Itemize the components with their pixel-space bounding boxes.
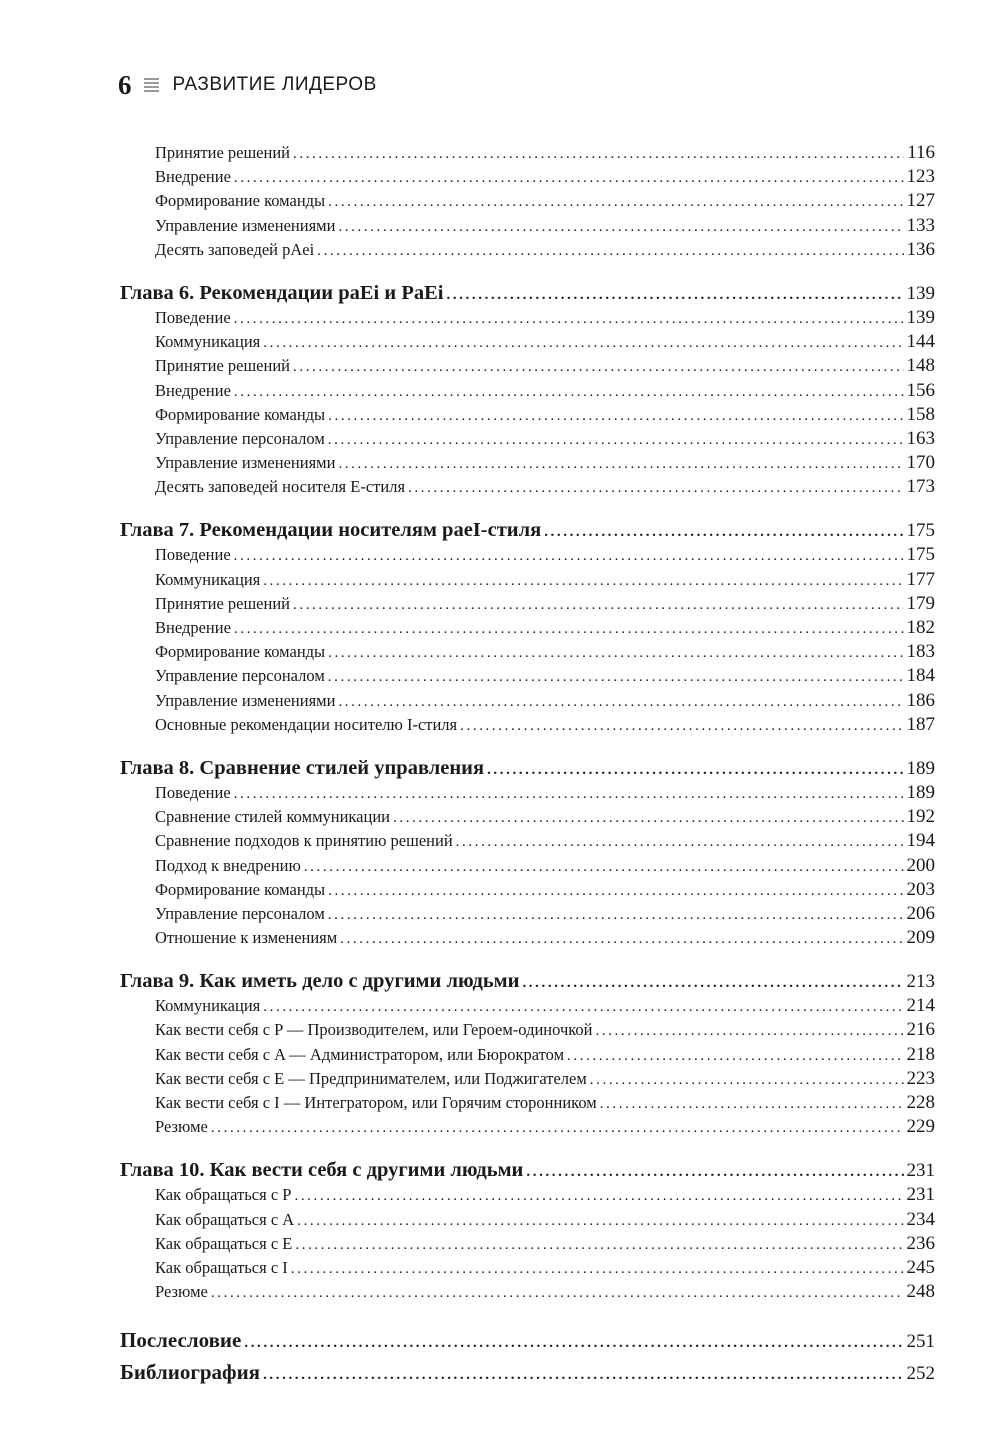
page-header xyxy=(118,70,377,100)
toc-sub-entry xyxy=(120,403,935,427)
toc-entry-title: Формирование команды xyxy=(155,642,326,662)
toc-page-number: 245 xyxy=(906,1256,935,1278)
toc-page-number: 231 xyxy=(906,1160,935,1182)
toc-sub-entry xyxy=(120,568,935,592)
toc-entry-title: Подход к внедрению xyxy=(155,855,301,875)
toc-entry-title: Отношение к изменениям xyxy=(155,928,338,948)
toc-page-number: 231 xyxy=(906,1184,935,1206)
toc-page-number: 156 xyxy=(906,379,935,401)
toc-sub-entry xyxy=(120,805,935,829)
toc-chapter-entry xyxy=(120,1157,935,1183)
toc-chapter-entry xyxy=(120,280,935,306)
toc-entry-title: Как обращаться с E xyxy=(155,1233,293,1253)
dot-leader xyxy=(338,690,903,713)
toc-page-number: 218 xyxy=(906,1043,935,1065)
toc-entry-title: Формирование команды xyxy=(155,404,326,424)
toc-entry-title: Управление изменениями xyxy=(155,690,336,710)
toc-entry-title: Глава 9. Как иметь дело с другими людьми xyxy=(120,970,520,993)
toc-sub-entry xyxy=(120,713,935,737)
toc-page-number: 194 xyxy=(906,830,935,852)
toc-entry-title: Основные рекомендации носителю I-стиля xyxy=(155,714,458,734)
dot-leader xyxy=(293,593,904,616)
dot-leader xyxy=(590,1068,904,1091)
toc-page-number: 206 xyxy=(906,902,935,924)
toc-page-number: 183 xyxy=(906,641,935,663)
toc-sub-entry xyxy=(120,926,935,950)
toc-entry-title: Как обращаться с P xyxy=(155,1185,292,1205)
toc-entry-title: Как вести себя с A — Администратором, или Бюрократом xyxy=(155,1044,565,1064)
dot-leader xyxy=(263,1359,903,1388)
toc-entry-title: Внедрение xyxy=(155,618,231,637)
toc-page-number: 184 xyxy=(906,665,935,687)
dot-leader xyxy=(338,215,903,238)
dot-leader xyxy=(328,879,903,902)
toc-page-number: 209 xyxy=(906,927,935,949)
toc-entry-title: Поведение xyxy=(155,545,231,565)
toc-page-number: 177 xyxy=(906,568,935,590)
toc-page-number: 116 xyxy=(907,142,935,163)
dot-leader xyxy=(596,1019,904,1042)
toc-sub-entry xyxy=(120,543,935,567)
toc-page-number: 200 xyxy=(906,854,935,876)
toc-sub-entry xyxy=(120,994,935,1018)
toc-page-number: 216 xyxy=(906,1019,935,1041)
dot-leader xyxy=(544,519,903,543)
toc-page-number: 228 xyxy=(906,1092,935,1113)
toc-sub-entry xyxy=(120,1091,935,1115)
toc-page-number: 234 xyxy=(906,1208,935,1230)
toc-entry-title: Внедрение xyxy=(155,380,231,400)
toc-page-number: 251 xyxy=(906,1331,935,1353)
toc-sub-entry xyxy=(120,640,935,664)
toc-sub-entry xyxy=(120,1043,935,1067)
toc-entry-title: Принятие решений xyxy=(155,356,290,376)
toc-entry-title: Управление персоналом xyxy=(155,428,325,448)
toc-sub-entry xyxy=(120,379,935,403)
toc-sub-entry xyxy=(120,189,935,213)
dot-leader xyxy=(304,855,904,878)
dot-leader xyxy=(393,806,904,829)
dot-leader xyxy=(456,830,904,853)
dot-leader xyxy=(234,782,904,805)
toc-page-number: 203 xyxy=(906,878,935,900)
toc-entry-title: Как обращаться с I xyxy=(155,1257,288,1277)
toc-page-number: 229 xyxy=(906,1116,935,1138)
toc-sub-entry xyxy=(120,1208,935,1232)
toc-sub-entry xyxy=(120,1115,935,1139)
toc-entry-title: Десять заповедей pAei xyxy=(155,239,315,259)
toc-entry-title: Принятие решений xyxy=(155,593,290,613)
page-number: 6 xyxy=(118,70,132,100)
dot-leader xyxy=(328,404,903,427)
running-title: РАЗВИТИЕ ЛИДЕРОВ xyxy=(172,74,377,95)
toc-page-number: 252 xyxy=(906,1363,935,1385)
toc-entry-title: Внедрение xyxy=(155,167,231,187)
toc-page-number: 179 xyxy=(906,592,935,614)
toc-sub-entry xyxy=(120,214,935,238)
toc-sub-entry xyxy=(120,238,935,262)
toc-back-matter-entry xyxy=(120,1324,935,1356)
toc-sub-entry xyxy=(120,306,935,330)
toc-entry-title: Глава 6. Рекомендации paEi и PaEi xyxy=(120,281,444,304)
toc-page-number: 158 xyxy=(906,403,935,425)
dot-leader xyxy=(293,355,904,378)
dot-leader xyxy=(244,1327,903,1356)
toc-page-number: 186 xyxy=(906,689,935,711)
toc-chapter-entry xyxy=(120,755,935,781)
dot-leader xyxy=(294,1184,903,1207)
dot-leader xyxy=(526,1159,903,1183)
dot-leader xyxy=(211,1281,904,1304)
dot-leader xyxy=(567,1044,903,1067)
dot-leader xyxy=(328,428,904,451)
dot-leader xyxy=(600,1092,904,1115)
toc-page-number: 213 xyxy=(906,971,935,993)
toc-sub-entry xyxy=(120,1280,935,1304)
toc-sub-entry xyxy=(120,781,935,805)
dot-leader xyxy=(295,1233,903,1256)
toc-page-number: 223 xyxy=(906,1067,935,1089)
toc-page-number: 187 xyxy=(906,713,935,735)
toc-page-number: 248 xyxy=(906,1281,935,1303)
toc-sub-entry xyxy=(120,1183,935,1207)
toc-entry-title: Формирование команды xyxy=(155,879,326,899)
dot-leader xyxy=(297,1209,903,1232)
toc-entry-title: Управление изменениями xyxy=(155,215,336,235)
toc-page-number: 189 xyxy=(906,757,935,779)
dot-leader xyxy=(234,617,904,640)
dot-leader xyxy=(460,714,903,737)
toc-entry-title: Глава 8. Сравнение стилей управления xyxy=(120,756,485,779)
toc-sub-entry xyxy=(120,1232,935,1256)
toc-chapter-entry xyxy=(120,517,935,543)
toc-page-number: 192 xyxy=(906,806,935,828)
toc-entry-title: Как вести себя с I — Интегратором, или Горячим сторонником xyxy=(155,1093,597,1112)
dot-leader xyxy=(522,970,903,994)
toc-entry-title: Резюме xyxy=(155,1282,208,1302)
toc-entry-title: Коммуникация xyxy=(155,332,261,352)
toc-sub-entry xyxy=(120,1018,935,1042)
dot-leader xyxy=(338,452,903,475)
dot-leader xyxy=(408,476,903,499)
toc-entry-title: Резюме xyxy=(155,1117,208,1137)
toc-entry-title: Библиография xyxy=(120,1360,261,1385)
toc-entry-title: Как вести себя с P — Производителем, или Героем-одиночкой xyxy=(155,1020,593,1040)
toc-page-number: 139 xyxy=(906,282,935,304)
toc-entry-title: Поведение xyxy=(155,782,231,802)
toc-entry-title: Сравнение стилей коммуникации xyxy=(155,807,390,827)
dot-leader xyxy=(328,641,903,664)
toc-entry-title: Глава 7. Рекомендации носителям paeI-стиля xyxy=(120,519,542,542)
toc-page-number: 170 xyxy=(906,452,935,474)
toc-page-number: 133 xyxy=(906,214,935,236)
toc-page-number: 175 xyxy=(906,520,935,542)
toc-sub-entry xyxy=(120,689,935,713)
dot-leader xyxy=(291,1257,904,1280)
toc-sub-entry xyxy=(120,664,935,688)
dot-leader xyxy=(293,142,904,165)
toc-entry-title: Послесловие xyxy=(120,1328,242,1353)
dot-leader xyxy=(234,380,904,403)
dot-leader xyxy=(211,1116,904,1139)
dot-leader xyxy=(317,239,903,262)
dot-leader xyxy=(328,903,904,926)
toc-page-number: 189 xyxy=(906,781,935,803)
toc-page-number: 139 xyxy=(906,306,935,328)
toc-entry-title: Управление персоналом xyxy=(155,666,325,686)
toc-entry-title: Сравнение подходов к принятию решений xyxy=(155,831,453,851)
toc-sub-entry xyxy=(120,854,935,878)
toc-entry-title: Глава 10. Как вести себя с другими людьми xyxy=(120,1159,524,1182)
toc-sub-entry xyxy=(120,165,935,189)
dot-leader xyxy=(263,331,903,354)
toc-sub-entry xyxy=(120,616,935,640)
toc-page-number: 173 xyxy=(906,476,935,498)
toc-page-number: 136 xyxy=(906,238,935,260)
toc-entry-title: Управление изменениями xyxy=(155,453,336,473)
toc-entry-title: Управление персоналом xyxy=(155,903,325,923)
dot-leader xyxy=(234,166,904,189)
toc-sub-entry xyxy=(120,1067,935,1091)
toc-sub-entry xyxy=(120,592,935,616)
dot-leader xyxy=(234,544,904,567)
toc-chapter-entry xyxy=(120,968,935,994)
toc-page-number: 182 xyxy=(906,617,935,638)
toc-entry-title: Формирование команды xyxy=(155,191,326,211)
toc-entry-title: Принятие решений xyxy=(155,143,290,162)
dot-leader xyxy=(487,757,903,781)
toc-back-matter-entry xyxy=(120,1356,935,1388)
toc-entry-title: Коммуникация xyxy=(155,569,261,589)
toc-sub-entry xyxy=(120,829,935,853)
toc-sub-entry xyxy=(120,141,935,165)
toc-page-number: 123 xyxy=(906,166,935,188)
dot-leader xyxy=(328,665,904,688)
toc-sub-entry xyxy=(120,427,935,451)
dot-leader xyxy=(328,190,903,213)
dot-leader xyxy=(234,307,904,330)
header-separator-ornament xyxy=(144,78,159,92)
toc-entry-title: Десять заповедей носителя E-стиля xyxy=(155,477,406,497)
toc-page-number: 214 xyxy=(906,995,935,1017)
toc-page-number: 127 xyxy=(906,190,935,212)
toc-page-number: 236 xyxy=(906,1232,935,1254)
toc-sub-entry xyxy=(120,354,935,378)
toc-sub-entry xyxy=(120,451,935,475)
toc-sub-entry xyxy=(120,1256,935,1280)
dot-leader xyxy=(340,927,903,950)
toc-sub-entry xyxy=(120,330,935,354)
toc-page-number: 175 xyxy=(906,544,935,566)
toc-entry-title: Поведение xyxy=(155,307,231,327)
toc-entry-title: Как вести себя с E — Предпринимателем, или Поджигателем xyxy=(155,1068,587,1088)
dot-leader xyxy=(446,282,903,306)
toc-page-number: 163 xyxy=(906,427,935,449)
dot-leader xyxy=(263,569,903,592)
toc-sub-entry xyxy=(120,902,935,926)
toc-page-number: 148 xyxy=(906,355,935,377)
table-of-contents xyxy=(120,141,935,1388)
toc-entry-title: Как обращаться с A xyxy=(155,1209,295,1229)
dot-leader xyxy=(263,995,903,1018)
toc-entry-title: Коммуникация xyxy=(155,996,261,1016)
toc-sub-entry xyxy=(120,878,935,902)
toc-page-number: 144 xyxy=(906,331,935,353)
toc-sub-entry xyxy=(120,475,935,499)
